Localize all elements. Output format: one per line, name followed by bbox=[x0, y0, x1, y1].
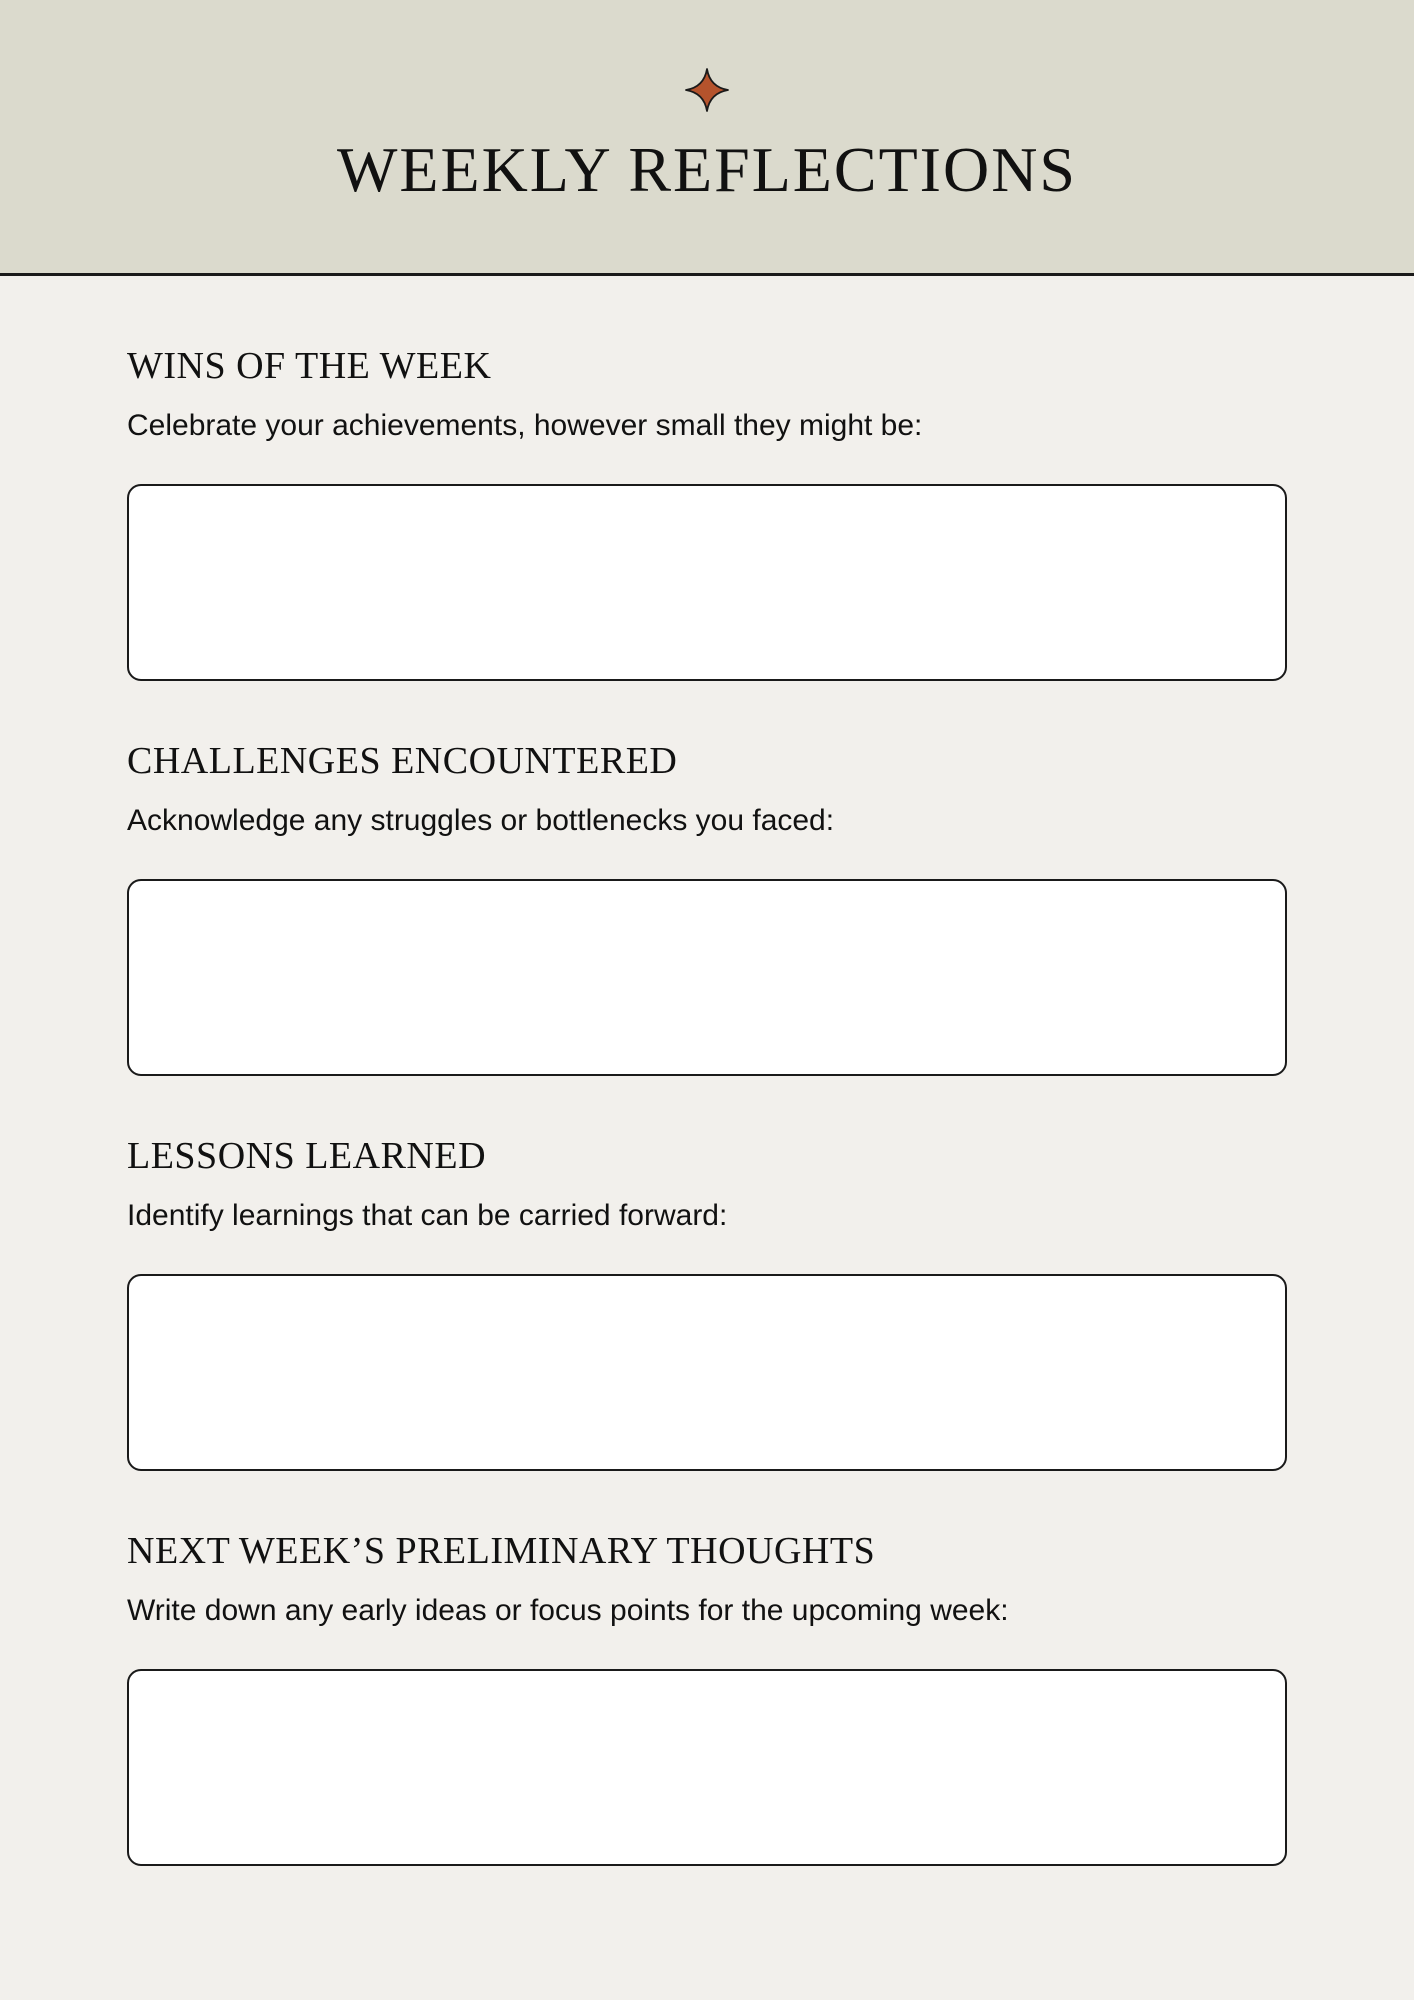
section-heading: NEXT WEEK’S PRELIMINARY THOUGHTS bbox=[127, 1530, 876, 1572]
wins-answer-field[interactable] bbox=[127, 484, 1287, 681]
section-heading: WINS OF THE WEEK bbox=[127, 345, 492, 387]
section-heading: LESSONS LEARNED bbox=[127, 1135, 487, 1177]
page-header bbox=[0, 0, 1414, 276]
section-heading: CHALLENGES ENCOUNTERED bbox=[127, 740, 678, 782]
section-prompt: Acknowledge any struggles or bottlenecks you faced: bbox=[127, 804, 835, 837]
lessons-answer-field[interactable] bbox=[127, 1274, 1287, 1471]
section-prompt: Celebrate your achievements, however small they might be: bbox=[127, 409, 923, 442]
section-prompt: Identify learnings that can be carried forward: bbox=[127, 1199, 728, 1232]
next-week-answer-field[interactable] bbox=[127, 1669, 1287, 1866]
four-point-star-icon bbox=[684, 67, 730, 113]
section-prompt: Write down any early ideas or focus points for the upcoming week: bbox=[127, 1594, 1009, 1627]
challenges-answer-field[interactable] bbox=[127, 879, 1287, 1076]
page-title: WEEKLY REFLECTIONS bbox=[336, 134, 1078, 205]
